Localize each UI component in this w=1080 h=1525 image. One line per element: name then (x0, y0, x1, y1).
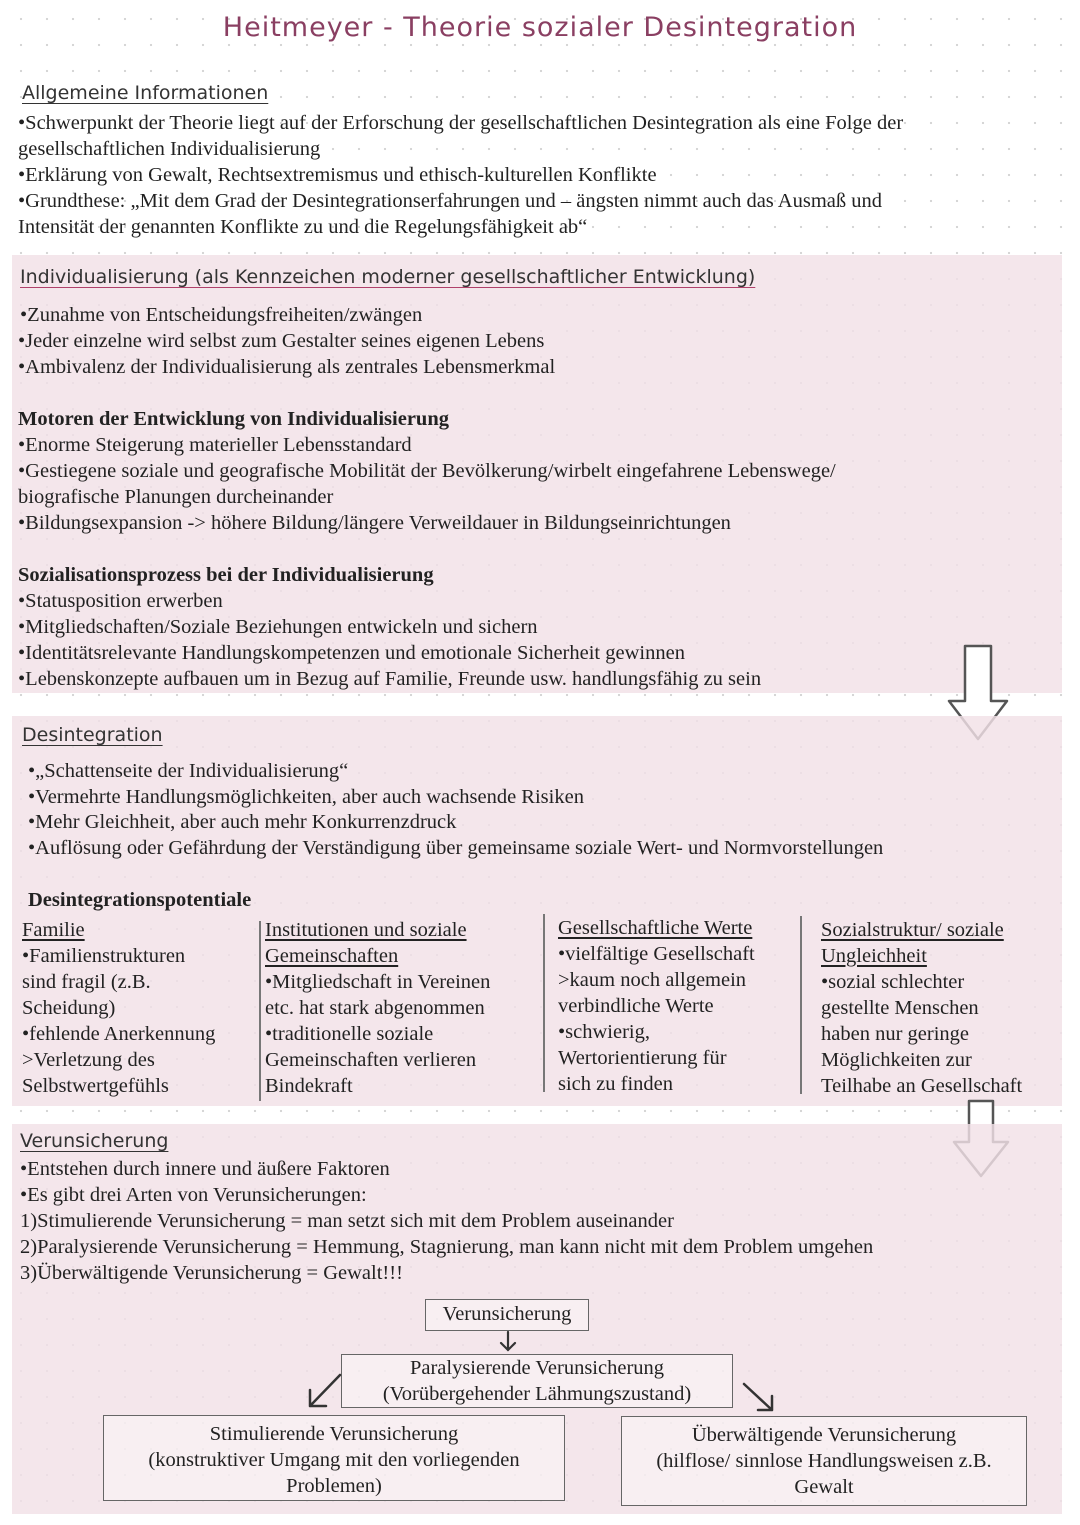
column-divider (259, 921, 261, 1101)
bullet-item: •Enorme Steigerung materieller Lebensstandard (18, 434, 412, 456)
arrow-down-left-icon (304, 1372, 344, 1410)
column-title: Gesellschaftliche Werte (558, 917, 753, 939)
column-title: Institutionen und soziale (265, 919, 467, 941)
column-line: gestellte Menschen (821, 997, 979, 1019)
column-line: •fehlende Anerkennung (22, 1023, 216, 1045)
column-line: verbindliche Werte (558, 995, 714, 1017)
column-divider (800, 916, 802, 1094)
section-heading-allgemeine-informationen: Allgemeine Informationen (22, 82, 269, 104)
column-divider (543, 914, 545, 1092)
bullet-item: •Jeder einzelne wird selbst zum Gestalter seines eigenen Lebens (18, 330, 545, 352)
potential-column-werte (558, 915, 794, 1097)
column-line: •Familienstrukturen (22, 945, 186, 967)
bullet-item: •Auflösung oder Gefährdung der Verständigung über gemeinsame soziale Wert- und Normvorstellungen (28, 837, 884, 859)
column-line: >kaum noch allgemein (558, 969, 747, 991)
column-line: sind fragil (z.B. (22, 971, 151, 993)
column-line: •vielfältige Gesellschaft (558, 943, 755, 965)
potential-column-sozialstruktur (821, 917, 1057, 1099)
bullet-item: •Es gibt drei Arten von Verunsicherungen: (20, 1184, 367, 1206)
bullet-item: •Mehr Gleichheit, aber auch mehr Konkurrenzdruck (28, 811, 457, 833)
column-title: Sozialstruktur/ soziale (821, 919, 1004, 941)
column-line: •traditionelle soziale (265, 1023, 434, 1045)
column-title: Ungleichheit (821, 945, 927, 967)
column-line: Wertorientierung für (558, 1047, 727, 1069)
diagram-box-text: (konstruktiver Umgang mit den vorliegenden (148, 1449, 520, 1471)
bullet-item: •Statusposition erwerben (18, 590, 223, 612)
diagram-box-text: Überwältigende Verunsicherung (691, 1424, 957, 1446)
bullet-item: •Lebenskonzepte aufbauen um in Bezug auf Familie, Freunde usw. handlungsfähig zu sein (18, 668, 762, 690)
bullet-item: •Bildungsexpansion -> höhere Bildung/längere Verweildauer in Bildungseinrichtungen (18, 512, 731, 534)
bullet-item: •Gestiegene soziale und geografische Mobilität der Bevölkerung/wirbelt eingefahrene Lebenswege/ (18, 460, 836, 482)
column-line: haben nur geringe (821, 1023, 969, 1045)
column-line: Möglichkeiten zur (821, 1049, 972, 1071)
column-line: Gemeinschaften verlieren (265, 1049, 477, 1071)
bullet-item: •Ambivalenz der Individualisierung als zentrales Lebensmerkmal (18, 356, 556, 378)
numbered-item: 2)Paralysierende Verunsicherung = Hemmung, Stagnierung, man kann nicht mit dem Problem umgehen (20, 1236, 874, 1258)
page-title: Heitmeyer - Theorie sozialer Desintegration (222, 12, 858, 43)
info-line: Intensität der genannten Konflikte zu und die Regelungsfähigkeit ab“ (18, 216, 588, 238)
diagram-box-text: Verunsicherung (442, 1303, 572, 1325)
info-line: •Erklärung von Gewalt, Rechtsextremismus und ethisch-kulturellen Konflikte (18, 164, 657, 186)
column-line: •Mitgliedschaft in Vereinen (265, 971, 491, 993)
bullet-item: •Identitätsrelevante Handlungskompetenzen und emotionale Sicherheit gewinnen (18, 642, 685, 664)
numbered-item: 1)Stimulierende Verunsicherung = man setzt sich mit dem Problem auseinander (20, 1210, 674, 1232)
potential-column-familie (22, 917, 254, 1099)
bullet-item: •Entstehen durch innere und äußere Faktoren (20, 1158, 390, 1180)
info-line: gesellschaftlichen Individualisierung (18, 138, 321, 160)
column-line: etc. hat stark abgenommen (265, 997, 485, 1019)
column-line: Scheidung) (22, 997, 116, 1019)
section-heading-verunsicherung: Verunsicherung (20, 1130, 169, 1152)
bullet-item: biografische Planungen durcheinander (18, 486, 334, 508)
column-line: Selbstwertgefühls (22, 1075, 169, 1097)
numbered-item: 3)Überwältigende Verunsicherung = Gewalt!!! (20, 1262, 403, 1284)
diagram-box-text: (Vorübergehender Lähmungszustand) (382, 1383, 692, 1405)
column-line: Bindekraft (265, 1075, 353, 1097)
column-title: Gemeinschaften (265, 945, 399, 967)
diagram-box-text: Stimulierende Verunsicherung (209, 1423, 459, 1445)
subheading-motoren: Motoren der Entwicklung von Individualisierung (18, 408, 449, 430)
column-line: •schwierig, (558, 1021, 650, 1043)
diagram-box-stimulierende (103, 1415, 565, 1501)
bullet-item: •Mitgliedschaften/Soziale Beziehungen entwickeln und sichern (18, 616, 538, 638)
subheading-sozialisationsprozess: Sozialisationsprozess bei der Individualisierung (18, 564, 434, 586)
subheading-desintegrationspotentiale: Desintegrationspotentiale (28, 889, 252, 911)
column-line: >Verletzung des (22, 1049, 155, 1071)
diagram-box-text: Gewalt (794, 1476, 854, 1498)
column-title: Familie (22, 919, 85, 941)
diagram-box-paralysierende (341, 1354, 733, 1408)
column-line: sich zu finden (558, 1073, 673, 1095)
bullet-item: •Zunahme von Entscheidungsfreiheiten/zwängen (20, 304, 423, 326)
section-heading-individualisierung: Individualisierung (als Kennzeichen moderner gesellschaftlicher Entwicklung) (20, 266, 756, 288)
bullet-item: •Vermehrte Handlungsmöglichkeiten, aber auch wachsende Risiken (28, 786, 584, 808)
diagram-box-text: (hilflose/ sinnlose Handlungsweisen z.B. (656, 1450, 992, 1472)
column-line: Teilhabe an Gesellschaft (821, 1075, 1023, 1097)
arrow-down-icon (496, 1330, 520, 1354)
diagram-box-verunsicherung (425, 1299, 589, 1331)
info-line: •Grundthese: „Mit dem Grad der Desintegrationserfahrungen und – ängsten nimmt auch das Ausmaß und (18, 190, 882, 212)
potential-column-institutionen (265, 917, 535, 1099)
diagram-box-ueberwaeltigende (621, 1416, 1027, 1506)
section-heading-desintegration: Desintegration (22, 724, 163, 746)
bullet-item: •„Schattenseite der Individualisierung“ (28, 760, 349, 782)
diagram-box-text: Problemen) (286, 1475, 382, 1497)
info-line: •Schwerpunkt der Theorie liegt auf der Erforschung der gesellschaftlichen Desintegration als eine Folge der (18, 112, 904, 134)
column-line: •sozial schlechter (821, 971, 965, 993)
diagram-box-text: Paralysierende Verunsicherung (409, 1357, 665, 1379)
arrow-down-right-icon (740, 1380, 780, 1414)
